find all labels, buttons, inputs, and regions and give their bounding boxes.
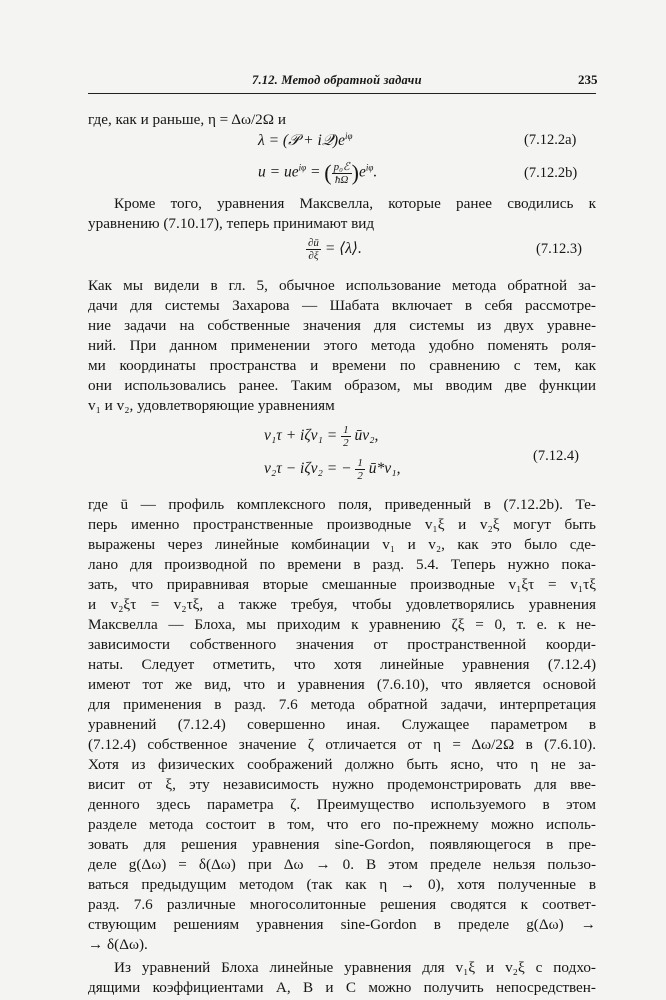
- eq-7-12-4-line1-fraction: [341, 424, 351, 449]
- paragraph2-line-6: они использовались ранее. Таким образом, мы вводим две функции: [88, 377, 596, 394]
- paragraph2-line-4: ний. При данном применении этого метода удобно поменять роля-: [88, 337, 596, 354]
- eq-7-12-4-line2-rhs: ū*v₁,: [364, 460, 401, 478]
- paragraph3-line-6: и v₂ξτ = v₂τξ, а также требуя, чтобы удовлетворялись уравнения: [88, 596, 596, 613]
- equation-7-12-4-line-1: [264, 424, 378, 449]
- eq-7-12-2b-lhs: u = ue: [258, 163, 299, 181]
- paragraph3-line-23: → δ(Δω).: [88, 936, 148, 953]
- paragraph3-line-19: деле g(Δω) = δ(Δω) при Δω → 0. В этом пределе нельзя пользо-: [88, 856, 596, 873]
- eq-7-12-3-fraction: [306, 237, 321, 262]
- header-divider: [88, 93, 596, 94]
- paragraph4-line-2: дящими коэффициентами A, B и C можно получить непосредствен-: [88, 979, 596, 996]
- paragraph3-line-10: имеют тот же вид, что и уравнения (7.6.10), что является основой: [88, 676, 596, 693]
- paragraph4-line-1: Из уравнений Блоха линейные уравнения для v₁ξ и v₂ξ с подхо-: [114, 959, 596, 976]
- page-number: 235: [578, 72, 598, 87]
- eq-7-12-2b-lparen: (: [324, 160, 332, 185]
- paragraph2-line-2: дачи для системы Захарова — Шабата включает в себя рассмотре-: [88, 297, 596, 314]
- paragraph3-line-8: зависимости собственного значения от пространственной коорди-: [88, 636, 596, 653]
- paragraph3-line-2: перь именно пространственные производные v₁ξ и v₂ξ могут быть: [88, 516, 596, 533]
- paragraph3-line-15: висит от ξ, эту независимость нужно продемонстрировать для вве-: [88, 776, 596, 793]
- eq-7-12-4-line1-frac-num: 1: [343, 424, 349, 436]
- equation-tag-7-12-4: (7.12.4): [533, 448, 579, 464]
- eq-7-12-4-line2-fraction: [355, 457, 365, 482]
- eq-7-12-2b-mid: =: [306, 163, 325, 181]
- paragraph3-line-17: разделе метода состоит в том, что его по-прежнему можно исполь-: [88, 816, 596, 833]
- intro-line: где, как и раньше, η = Δω/2Ω и: [88, 111, 286, 128]
- paragraph3-line-14: Хотя из физических соображений должно быть ясно, что η не за-: [88, 756, 596, 773]
- equation-7-12-4-line-2: [264, 457, 400, 482]
- paragraph3-line-1: где ū — профиль комплексного поля, приведенный в (7.12.2b). Те-: [88, 496, 596, 513]
- eq-7-12-4-line2-frac-den: 2: [357, 470, 363, 482]
- paragraph3-line-16: денного здесь параметра ζ. Преимущество используемого в этом: [88, 796, 596, 813]
- running-header-title: 7.12. Метод обратной задачи: [252, 73, 422, 87]
- equation-7-12-3: [306, 237, 362, 262]
- eq-7-12-2b-rhs-sup: iφ: [365, 162, 374, 173]
- paragraph3-line-21: разд. 7.6 различные многосолитонные решения сводятся к соответ-: [88, 896, 596, 913]
- paragraph3-line-20: ваться предыдущим методом (так как η → 0), хотя полученные в: [88, 876, 596, 893]
- eq-7-12-2a-exp: e: [338, 132, 345, 150]
- eq-7-12-2b-lhs-sup: iφ: [298, 162, 307, 173]
- eq-7-12-3-frac-num: ∂ū: [308, 237, 319, 249]
- eq-7-12-2b-rparen: ): [351, 160, 359, 185]
- paragraph3-line-22: ствующим решениям уравнения sine-Gordon в пределе g(Δω) →: [88, 916, 596, 933]
- eq-7-12-2b-frac-num: p₀ℰ: [333, 160, 350, 173]
- paragraph3-line-13: (7.12.4) собственное значение ζ отличается от η = Δω/2Ω в (7.6.10).: [88, 736, 596, 753]
- paragraph1-line-1: Кроме того, уравнения Максвелла, которые ранее сводились к: [114, 195, 596, 212]
- eq-7-12-2b-rhs: e: [358, 163, 366, 181]
- paragraph2-line-5: ми координаты пространства и времени по сравнению с тем, как: [88, 357, 596, 374]
- paragraph3-line-7: Максвелла — Блоха, мы приходим к уравнению ζξ = 0, т. е. к не-: [88, 616, 596, 633]
- eq-7-12-4-line1-rhs: ūv₂,: [350, 427, 379, 445]
- paragraph1-line-2: уравнению (7.10.17), теперь принимают вид: [88, 215, 375, 232]
- equation-tag-7-12-3: (7.12.3): [536, 241, 582, 257]
- paragraph3-line-5: зать, что приравнивая вторые смешанные производные v₁ξτ = v₁τξ: [88, 576, 596, 593]
- eq-7-12-2b-rhs-end: .: [373, 163, 378, 181]
- paragraph2-line-3: ние задачи на собственные значения для системы из двух уравне-: [88, 317, 596, 334]
- paragraph3-line-3: выражены через линейные комбинации v₁ и v₂, как это было сде-: [88, 536, 596, 553]
- eq-7-12-2b-fraction: [332, 161, 352, 186]
- eq-7-12-3-frac-den: ∂ξ: [308, 250, 319, 262]
- equation-tag-7-12-2a: (7.12.2a): [524, 132, 577, 148]
- eq-7-12-2b-frac-den: ħΩ: [334, 173, 349, 186]
- paragraph3-line-4: лано для производной по времени в разд. 5.4. Теперь нужно пока-: [88, 556, 596, 573]
- equation-7-12-2a: [258, 131, 352, 150]
- eq-7-12-2a-lhs: λ = (𝒫 + i𝒬): [258, 132, 339, 150]
- eq-7-12-2a-exp-sup: iφ: [344, 131, 353, 141]
- paragraph3-line-11: для применения в разд. 7.6 метода обратной задачи, интерпретация: [88, 696, 596, 713]
- equation-7-12-2b: [258, 160, 377, 186]
- eq-7-12-4-line2-lhs: v₂τ − iζv₂ = −: [264, 460, 356, 478]
- paragraph3-line-9: наты. Следует отметить, что хотя линейные уравнения (7.12.4): [88, 656, 596, 673]
- paragraph2-line-1: Как мы видели в гл. 5, обычное использование метода обратной за-: [88, 277, 596, 294]
- equation-tag-7-12-2b: (7.12.2b): [524, 165, 578, 181]
- eq-7-12-3-rhs: = ⟨λ⟩.: [320, 240, 362, 258]
- eq-7-12-4-line2-frac-num: 1: [357, 457, 363, 469]
- eq-7-12-4-line1-frac-den: 2: [343, 437, 349, 449]
- paragraph3-line-18: зовать для решения уравнения sine-Gordon, появляющегося в пре-: [88, 836, 596, 853]
- paragraph3-line-12: уравнений (7.12.4) совершенно иная. Служащее параметром в: [88, 716, 596, 733]
- paragraph2-line-7: v₁ и v₂, удовлетворяющие уравнениям: [88, 397, 335, 414]
- eq-7-12-4-line1-lhs: v₁τ + iζv₁ =: [264, 427, 342, 445]
